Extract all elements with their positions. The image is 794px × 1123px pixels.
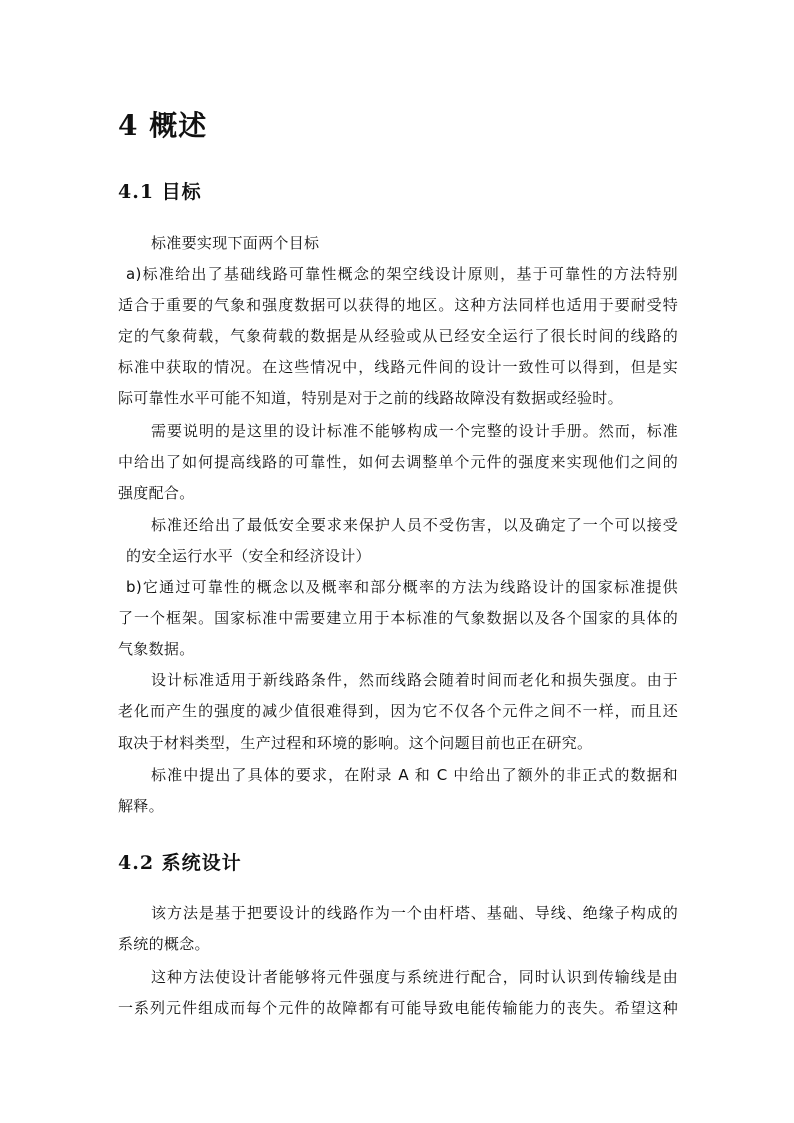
paragraph-line: 的安全运行水平（安全和经济设计） [126, 547, 371, 565]
paragraph-line: b)它通过可靠性的概念以及概率和部分概率的方法为线路设计的国家标准提供 [126, 578, 678, 596]
paragraph-line: 定的气象荷载，气象荷载的数据是从经验或从已经安全运行了很长时间的线路的 [118, 327, 678, 345]
paragraph-line: 一系列元件组成而每个元件的故障都有可能导致电能传输能力的丧失。希望这种 [118, 999, 678, 1017]
paragraph-line: 标准中获取的情况。在这些情况中，线路元件间的设计一致性可以得到，但是实 [118, 358, 678, 376]
paragraph-line: 该方法是基于把要设计的线路作为一个由杆塔、基础、导线、绝缘子构成的 [151, 904, 678, 922]
paragraph-line: 需要说明的是这里的设计标准不能够构成一个完整的设计手册。然而，标准 [151, 422, 678, 440]
section-title-4-1: 4.1 目标 [118, 181, 202, 203]
paragraph-line: 系统的概念。 [118, 935, 210, 953]
paragraph-line: 标准要实现下面两个目标 [151, 234, 320, 252]
paragraph-line: 气象数据。 [118, 640, 195, 658]
section-title-4-2: 4.2 系统设计 [118, 852, 242, 874]
paragraph-line: 设计标准适用于新线路条件，然而线路会随着时间而老化和损失强度。由于 [151, 671, 678, 689]
paragraph-line: 标准还给出了最低安全要求来保护人员不受伤害，以及确定了一个可以接受 [151, 516, 678, 534]
paragraph-line: 老化而产生的强度的减少值很难得到，因为它不仅各个元件之间不一样，而且还 [118, 702, 678, 720]
paragraph-line: a)标准给出了基础线路可靠性概念的架空线设计原则，基于可靠性的方法特别 [126, 265, 678, 283]
paragraph-line: 中给出了如何提高线路的可靠性，如何去调整单个元件的强度来实现他们之间的 [118, 453, 678, 471]
paragraph-line: 了一个框架。国家标准中需要建立用于本标准的气象数据以及各个国家的具体的 [118, 609, 678, 627]
paragraph-line: 际可靠性水平可能不知道，特别是对于之前的线路故障没有数据或经验时。 [118, 389, 623, 407]
paragraph-line: 解释。 [118, 797, 164, 815]
paragraph-line: 标准中提出了具体的要求，在附录 A 和 C 中给出了额外的非正式的数据和 [151, 766, 678, 784]
paragraph-line: 取决于材料类型，生产过程和环境的影响。这个问题目前也正在研究。 [118, 734, 593, 752]
paragraph-line: 强度配合。 [118, 484, 195, 502]
paragraph-line: 这种方法使设计者能够将元件强度与系统进行配合，同时认识到传输线是由 [151, 968, 678, 986]
paragraph-line: 适合于重要的气象和强度数据可以获得的地区。这种方法同样也适用于要耐受特 [118, 296, 678, 314]
chapter-title: 4 概述 [118, 109, 208, 142]
